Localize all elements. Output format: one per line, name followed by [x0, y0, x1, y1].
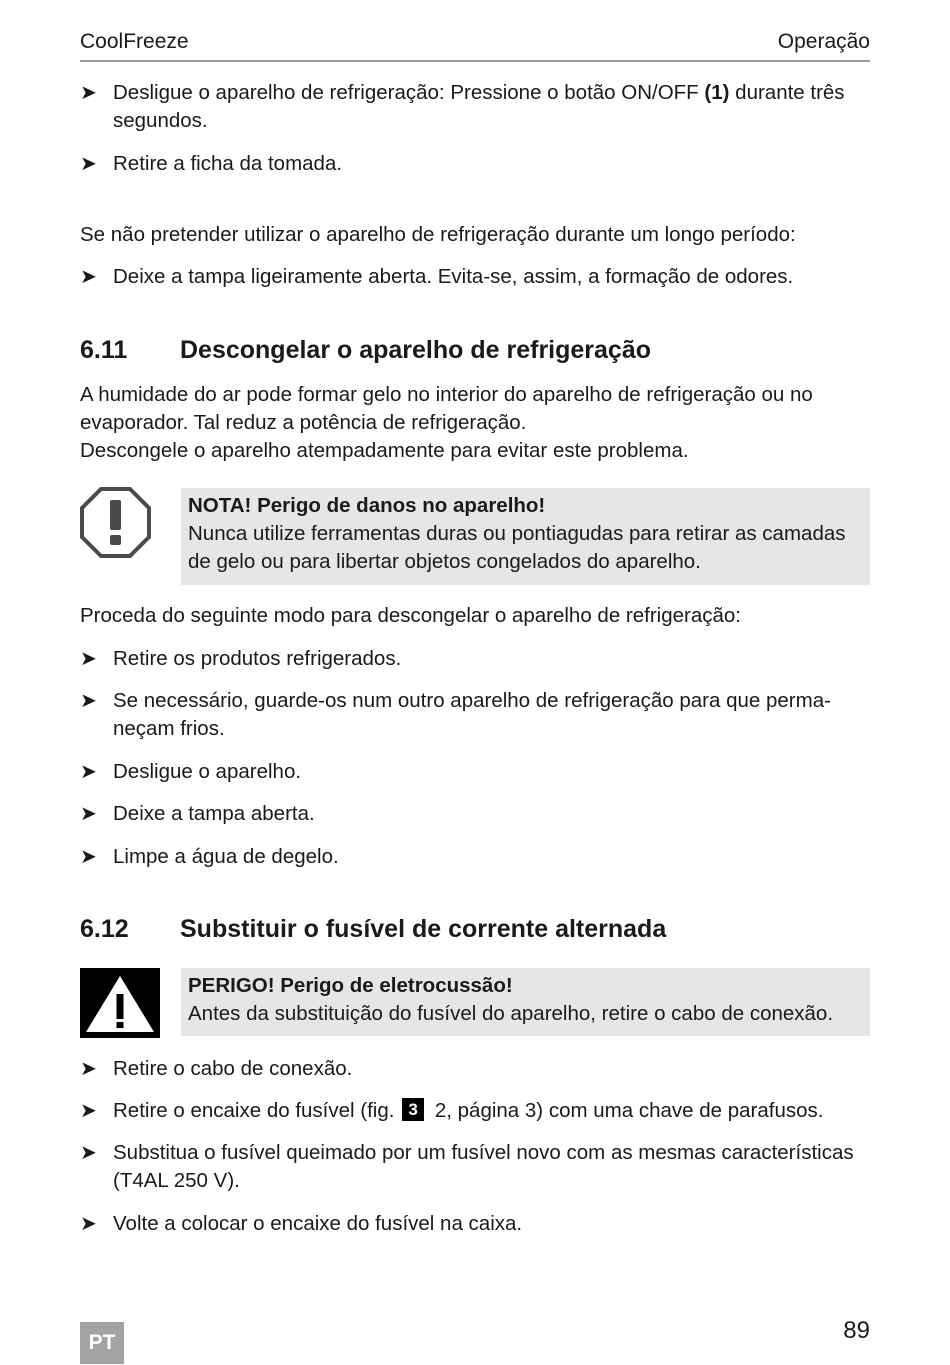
- procedure-intro: Proceda do seguinte modo para descongelar o aparelho de refrigeração:: [80, 604, 741, 627]
- arrow-bullet-icon: ➤: [80, 761, 97, 783]
- arrow-bullet-icon: ➤: [80, 1058, 97, 1080]
- danger-box: [181, 968, 870, 1036]
- arrow-bullet-icon: ➤: [80, 153, 97, 175]
- language-badge: PT: [80, 1322, 124, 1364]
- manual-page: CoolFreeze Operação ➤ Desligue o aparelho de refrigeração: Pressione o botão ON/OFF (1) durante três segundos. ➤ Retire a ficha da tomada. Se não pretender utilizar o aparelho de refrigeração durante um longo período: ➤ Deixe a tampa ligeiramente aberta. Evita-se, assim, a formação de odores. 6.11 Descongelar o aparelho de refrigeração A humidade do ar pode formar gelo no interior do aparelho de refrigeração ou no evaporador. Tal reduz a potência de refrigeração. Descongele o aparelho atempadamente para evitar este problema. NOTA! Perigo de danos no aparelho! Nunca utilize ferramentas duras ou pontiagudas para retirar as camadas de gelo ou para libertar objetos congelados do aparelho. Proceda do seguinte modo para descongelar o aparelho de refrigeração: ➤ Retire os produtos refrigerados. ➤ Se necessário, guarde-os num outro aparelho de refrigeração para que perma-neçam frios. ➤ Desligue o aparelho. ➤ Deixe a tampa aberta. ➤ Limpe a água de degelo. 6.12 Substituir o fusível de corrente alternada PERIGO! Perigo de eletrocussão! Antes da substituição do fusível do aparelho, retire o cabo de conexão. ➤ Retire o cabo de conexão. ➤ Retire o encaixe do fusível (fig. 3 2, página 3) com uma chave de parafusos. ➤ Substitua o fusível queimado por um fusível novo com as mesmas características (T4AL 250 V). ➤ Volte a colocar o encaixe do fusível na caixa. PT 89: [0, 0, 950, 1365]
- arrow-bullet-icon: ➤: [80, 266, 97, 288]
- danger-body: Antes da substituição do fusível do aparelho, retire o cabo de conexão.: [188, 1002, 834, 1025]
- arrow-bullet-icon: ➤: [80, 690, 97, 712]
- defrost-paragraph-1: A humidade do ar pode formar gelo no interior do aparelho de refrigeração ou no evaporador. Tal reduz a potência de refrigeração.: [80, 383, 813, 434]
- arrow-bullet-icon: ➤: [80, 82, 97, 104]
- arrow-bullet-icon: ➤: [80, 803, 97, 825]
- header-chapter: Operação: [777, 30, 870, 53]
- notice-body: Nunca utilize ferramentas duras ou pontiagudas para retirar as camadas de gelo ou para libertar objetos congelados do aparelho.: [188, 522, 846, 573]
- defrost-paragraph-2: Descongele o aparelho atempadamente para evitar este problema.: [80, 439, 689, 462]
- step-replace-fuse: ➤ Substitua o fusível queimado por um fusível novo com as mesmas características (T4AL 250 V).: [80, 1141, 854, 1192]
- arrow-bullet-icon: ➤: [80, 1213, 97, 1235]
- step-store-elsewhere: ➤ Se necessário, guarde-os num outro aparelho de refrigeração para que perma-neçam frios.: [80, 689, 831, 740]
- notice-exclamation-octagon-icon: [80, 487, 151, 558]
- danger-title: PERIGO! Perigo de eletrocussão!: [188, 974, 513, 997]
- arrow-bullet-icon: ➤: [80, 846, 97, 868]
- warning-triangle-icon: [80, 968, 160, 1038]
- arrow-bullet-icon: ➤: [80, 648, 97, 670]
- arrow-bullet-icon: ➤: [80, 1142, 97, 1164]
- long-period-intro: Se não pretender utilizar o aparelho de refrigeração durante um longo período:: [80, 223, 796, 246]
- figure-number-badge: 3: [402, 1098, 424, 1121]
- arrow-bullet-icon: ➤: [80, 1100, 97, 1122]
- page-number: 89: [843, 1317, 870, 1344]
- notice-title: NOTA! Perigo de danos no aparelho!: [188, 494, 546, 517]
- button-reference: (1): [704, 81, 730, 104]
- header-product: CoolFreeze: [80, 30, 189, 53]
- notice-box: [181, 488, 870, 585]
- step-switch-off: ➤ Desligue o aparelho de refrigeração: Pressione o botão ON/OFF (1) durante três segundos.: [80, 81, 845, 132]
- page-header: [80, 30, 870, 62]
